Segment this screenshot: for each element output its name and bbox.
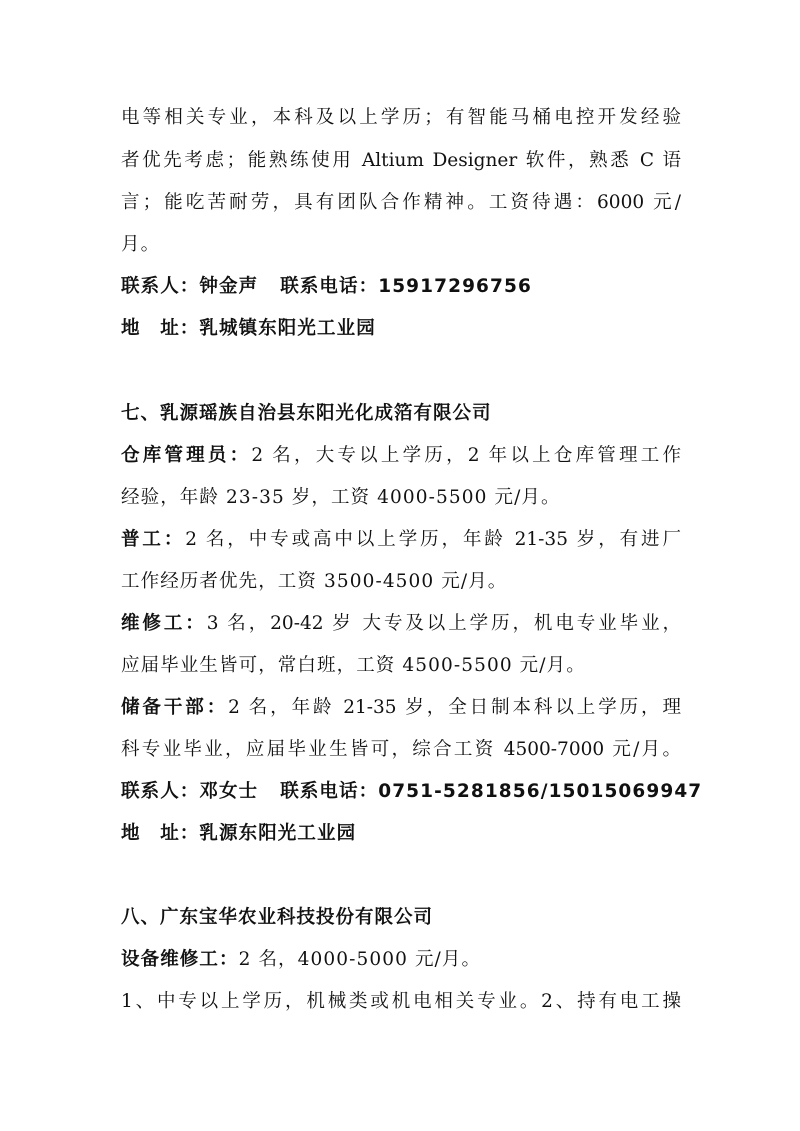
job-row (121, 444, 681, 468)
job-detail: 2 名，中专或高中以上学历，年龄 21-35 岁，有进厂 (185, 529, 681, 550)
company7-title: 七、乳源瑶族自治县东阳光化成箔有限公司 (121, 403, 492, 424)
address-value: 乳源东阳光工业园 (199, 823, 357, 844)
intro-line-4: 月。 (121, 234, 161, 255)
job-detail: 3 名，20-42 岁 大专及以上学历，机电专业毕业， (206, 613, 681, 634)
job-row (121, 528, 681, 552)
phone-label: 联系电话： (280, 781, 379, 802)
company7-contact-line (121, 780, 703, 804)
address-label: 地 址： (121, 823, 200, 844)
phone-number: 15917296756 (378, 276, 532, 297)
address-value: 乳城镇东阳光工业园 (199, 318, 376, 339)
job-detail-cont: 科专业毕业，应届毕业生皆可，综合工资 4500-7000 元/月。 (121, 739, 681, 760)
phone-number: 0751-5281856/15015069947 (378, 781, 703, 802)
intro-contact-line (121, 275, 681, 299)
contact-name: 钟金声 (199, 276, 259, 297)
intro-address-line (121, 317, 681, 341)
contact-name: 邓女士 (199, 781, 259, 802)
job-detail: 2 名，4000-5000 元/月。 (238, 949, 482, 970)
intro-line-3: 言；能吃苦耐劳，具有团队合作精神。工资待遇：6000 元/ (121, 192, 681, 213)
requirements-line: 1、中专以上学历，机械类或机电相关专业。2、持有电工操 (121, 991, 681, 1012)
company8-title: 八、广东宝华农业科技投份有限公司 (121, 907, 434, 928)
job-title: 设备维修工： (121, 949, 239, 970)
job-row (121, 612, 681, 636)
job-title: 维修工： (121, 613, 207, 634)
intro-line-2: 者优先考虑；能熟练使用 Altium Designer 软件，熟悉 C 语 (121, 150, 681, 171)
contact-label: 联系人： (121, 276, 200, 297)
job-row (121, 948, 681, 972)
job-detail: 2 名，大专以上学历，2 年以上仓库管理工作 (251, 445, 681, 466)
phone-label: 联系电话： (280, 276, 379, 297)
job-detail-cont: 经验，年龄 23-35 岁，工资 4000-5500 元/月。 (121, 487, 561, 508)
job-title: 普工： (121, 529, 186, 550)
job-detail: 2 名，年龄 21-35 岁，全日制本科以上学历，理 (228, 697, 681, 718)
intro-line-1: 电等相关专业，本科及以上学历；有智能马桶电控开发经验 (121, 107, 681, 128)
job-title: 仓库管理员： (121, 445, 252, 466)
job-row (121, 696, 681, 720)
company7-address-line (121, 822, 681, 846)
address-label: 地 址： (121, 318, 200, 339)
job-detail-cont: 工作经历者优先，工资 3500-4500 元/月。 (121, 571, 508, 592)
job-title: 储备干部： (121, 697, 229, 718)
job-detail-cont: 应届毕业生皆可，常白班，工资 4500-5500 元/月。 (121, 655, 586, 676)
contact-label: 联系人： (121, 781, 200, 802)
